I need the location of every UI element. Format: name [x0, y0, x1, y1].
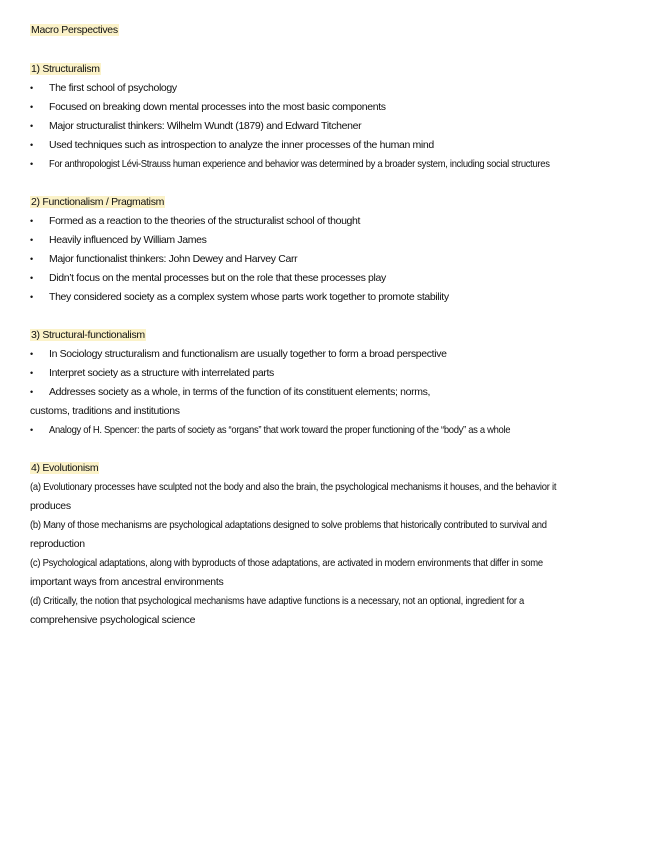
list-item: Didn’t focus on the mental processes but on the role that these processes play: [49, 272, 386, 284]
list-item: Analogy of H. Spencer: the parts of society as “organs” that work toward the proper functioning of the “body” as a whole: [49, 424, 511, 436]
section-heading-text: 3) Structural-functionalism: [31, 329, 145, 341]
bullet-glyph: •: [30, 368, 34, 378]
bullet-glyph: •: [30, 216, 34, 226]
bullet-glyph: •: [30, 235, 34, 245]
section-heading-text: 4) Evolutionism: [31, 462, 99, 474]
page-title: [30, 23, 119, 37]
list-item: Focused on breaking down mental processes into the most basic components: [49, 101, 386, 113]
section-heading-structuralism: [30, 62, 101, 76]
list-item: They considered society as a complex system whose parts work together to promote stability: [49, 291, 449, 303]
paragraph-line: important ways from ancestral environments: [30, 576, 224, 588]
bullet-glyph: •: [30, 102, 34, 112]
paragraph-line: reproduction: [30, 538, 85, 550]
bullet-glyph: •: [30, 159, 34, 169]
section-heading-text: 1) Structuralism: [31, 63, 100, 75]
list-item-continuation: customs, traditions and institutions: [30, 405, 180, 417]
paragraph-line: (d) Critically, the notion that psychological mechanisms have adaptive functions is a necessary, not an optional, ingredient for a: [30, 595, 525, 607]
list-item: Heavily influenced by William James: [49, 234, 207, 246]
bullet-glyph: •: [30, 254, 34, 264]
list-item: The first school of psychology: [49, 82, 177, 94]
list-item: Interpret society as a structure with interrelated parts: [49, 367, 274, 379]
list-item: Addresses society as a whole, in terms of the function of its constituent elements; norms,: [49, 386, 431, 398]
bullet-glyph: •: [30, 121, 34, 131]
list-item: In Sociology structuralism and functionalism are usually together to form a broad perspective: [49, 348, 447, 360]
bullet-glyph: •: [30, 349, 34, 359]
list-item: For anthropologist Lévi-Strauss human experience and behavior was determined by a broader system, including social structures: [49, 158, 550, 170]
paragraph-line: (b) Many of those mechanisms are psychological adaptations designed to solve problems that historically contributed to survival and: [30, 519, 547, 531]
bullet-glyph: •: [30, 140, 34, 150]
list-item: Major functionalist thinkers: John Dewey and Harvey Carr: [49, 253, 298, 265]
bullet-glyph: •: [30, 273, 34, 283]
paragraph-line: produces: [30, 500, 71, 512]
section-heading-evolutionism: [30, 461, 99, 475]
section-heading-structural-functionalism: [30, 328, 146, 342]
bullet-glyph: •: [30, 83, 34, 93]
page-title-text: Macro Perspectives: [31, 24, 118, 36]
paragraph-line: (c) Psychological adaptations, along with byproducts of those adaptations, are activated in modern environments that differ in some: [30, 557, 543, 569]
bullet-glyph: •: [30, 387, 34, 397]
list-item: Used techniques such as introspection to analyze the inner processes of the human mind: [49, 139, 434, 151]
bullet-glyph: •: [30, 425, 34, 435]
list-item: Major structuralist thinkers: Wilhelm Wundt (1879) and Edward Titchener: [49, 120, 362, 132]
list-item: Formed as a reaction to the theories of the structuralist school of thought: [49, 215, 361, 227]
section-heading-text: 2) Functionalism / Pragmatism: [31, 196, 165, 208]
section-heading-functionalism: [30, 195, 165, 209]
bullet-glyph: •: [30, 292, 34, 302]
paragraph-line: (a) Evolutionary processes have sculpted not the body and also the brain, the psychological mechanisms it houses, and the behavior it: [30, 481, 557, 493]
paragraph-line: comprehensive psychological science: [30, 614, 196, 626]
